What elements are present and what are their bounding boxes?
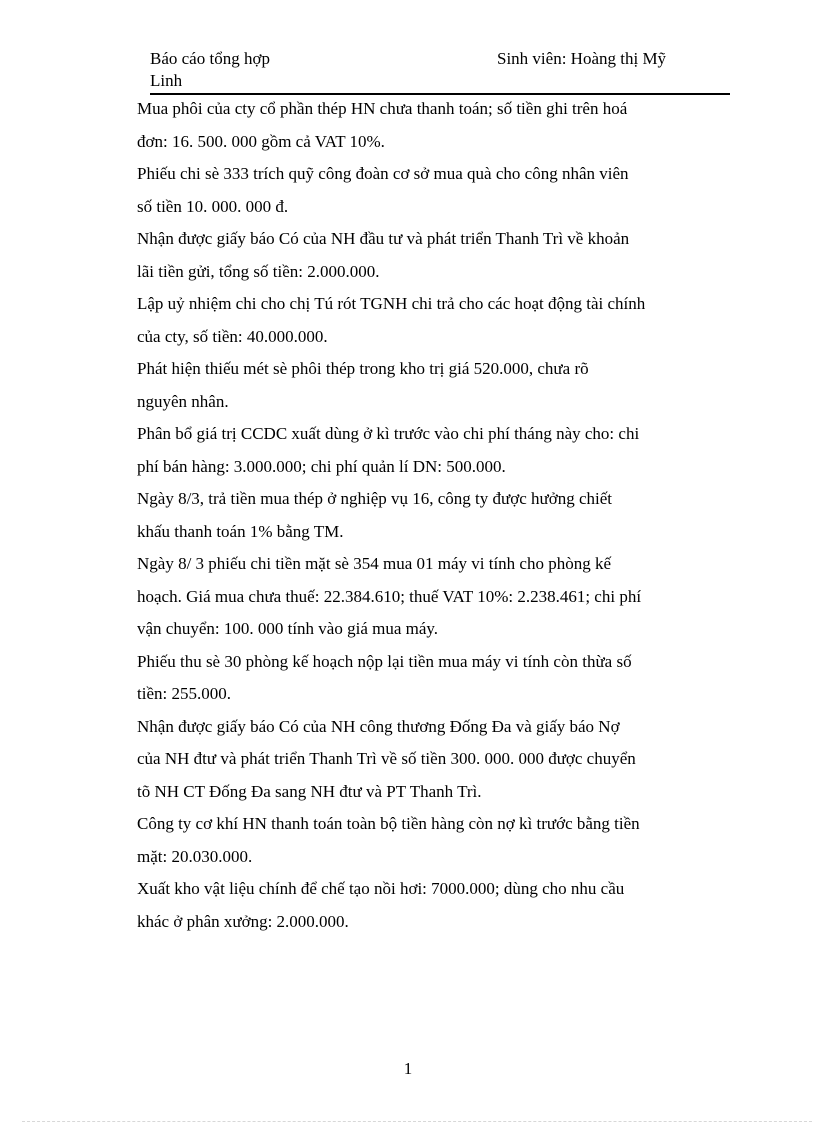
paragraph-line: nguyên nhân. — [137, 391, 229, 411]
paragraph-line: Xuất kho vật liệu chính để chế tạo nồi hơi: 7000.000; dùng cho nhu cầu — [137, 879, 625, 898]
paragraph-line: Lập uỷ nhiệm chi cho chị Tú rót TGNH chi trả cho các hoạt động tài chính — [137, 294, 646, 313]
paragraph-line: của NH đtư và phát triển Thanh Trì về số tiền 300. 000. 000 được chuyển — [137, 749, 636, 768]
paragraph-line: Phiếu chi sè 333 trích quỹ công đoàn cơ sở mua quà cho công nhân viên — [137, 164, 629, 183]
paragraph-line: Ngày 8/ 3 phiếu chi tiền mặt sè 354 mua 01 máy vi tính cho phòng kế — [137, 554, 612, 573]
paragraph-line: số tiền 10. 000. 000 đ. — [137, 196, 289, 216]
paragraph-line: vận chuyển: 100. 000 tính vào giá mua máy. — [137, 619, 439, 638]
transaction-paragraph — [137, 808, 737, 873]
student-name: Sinh viên: Hoàng thị Mỹ — [497, 49, 667, 68]
page-number: 1 — [403, 1059, 413, 1078]
paragraph-line: khác ở phân xưởng: 2.000.000. — [137, 911, 349, 931]
transaction-paragraph — [137, 353, 737, 418]
transaction-paragraph — [137, 158, 737, 223]
transaction-paragraph — [137, 548, 737, 646]
transaction-paragraph — [137, 288, 737, 353]
transaction-paragraph — [137, 711, 737, 809]
paragraph-line: hoạch. Giá mua chưa thuế: 22.384.610; thuế VAT 10%: 2.238.461; chi phí — [137, 586, 642, 606]
transaction-paragraph — [137, 223, 737, 288]
paragraph-line: lãi tiền gửi, tổng số tiền: 2.000.000. — [137, 261, 380, 281]
transaction-paragraph — [137, 646, 737, 711]
paragraph-line: Ngày 8/3, trả tiền mua thép ở nghiệp vụ 16, công ty được hưởng chiết — [137, 489, 613, 508]
transaction-paragraph — [137, 483, 737, 548]
report-title-line1: Báo cáo tổng hợp — [150, 49, 270, 68]
paragraph-line: Phân bổ giá trị CCDC xuất dùng ở kì trước vào chi phí tháng này cho: chi — [137, 424, 640, 443]
paragraph-line: phí bán hàng: 3.000.000; chi phí quản lí DN: 500.000. — [137, 456, 506, 476]
transaction-paragraph — [137, 93, 737, 158]
paragraph-line: khấu thanh toán 1% bằng TM. — [137, 521, 344, 541]
transaction-paragraph — [137, 873, 737, 938]
report-title-line2: Linh — [150, 71, 183, 90]
paragraph-line: Mua phôi của cty cổ phần thép HN chưa thanh toán; số tiền ghi trên hoá — [137, 99, 628, 118]
paragraph-line: Nhận được giấy báo Có của NH đầu tư và phát triển Thanh Trì về khoản — [137, 229, 630, 248]
report-title — [150, 48, 350, 92]
paragraph-line: Công ty cơ khí HN thanh toán toàn bộ tiền hàng còn nợ kì trước bằng tiền — [137, 814, 640, 833]
paragraph-line: tiền: 255.000. — [137, 684, 231, 703]
transaction-paragraph — [137, 418, 737, 483]
paragraph-line: Phiếu thu sè 30 phòng kế hoạch nộp lại tiền mua máy vi tính còn thừa số — [137, 651, 632, 671]
paragraph-line: tõ NH CT Đống Đa sang NH đtư và PT Thanh Trì. — [137, 781, 482, 801]
paragraph-line: mặt: 20.030.000. — [137, 846, 253, 866]
report-body — [137, 93, 737, 938]
paragraph-line: Nhận được giấy báo Có của NH công thương Đống Đa và giấy báo Nợ — [137, 716, 620, 736]
paragraph-line: đơn: 16. 500. 000 gồm cả VAT 10%. — [137, 131, 385, 151]
paragraph-line: Phát hiện thiếu mét sè phôi thép trong kho trị giá 520.000, chưa rõ — [137, 359, 589, 378]
page-bottom-edge — [22, 1121, 812, 1122]
paragraph-line: của cty, số tiền: 40.000.000. — [137, 326, 328, 346]
